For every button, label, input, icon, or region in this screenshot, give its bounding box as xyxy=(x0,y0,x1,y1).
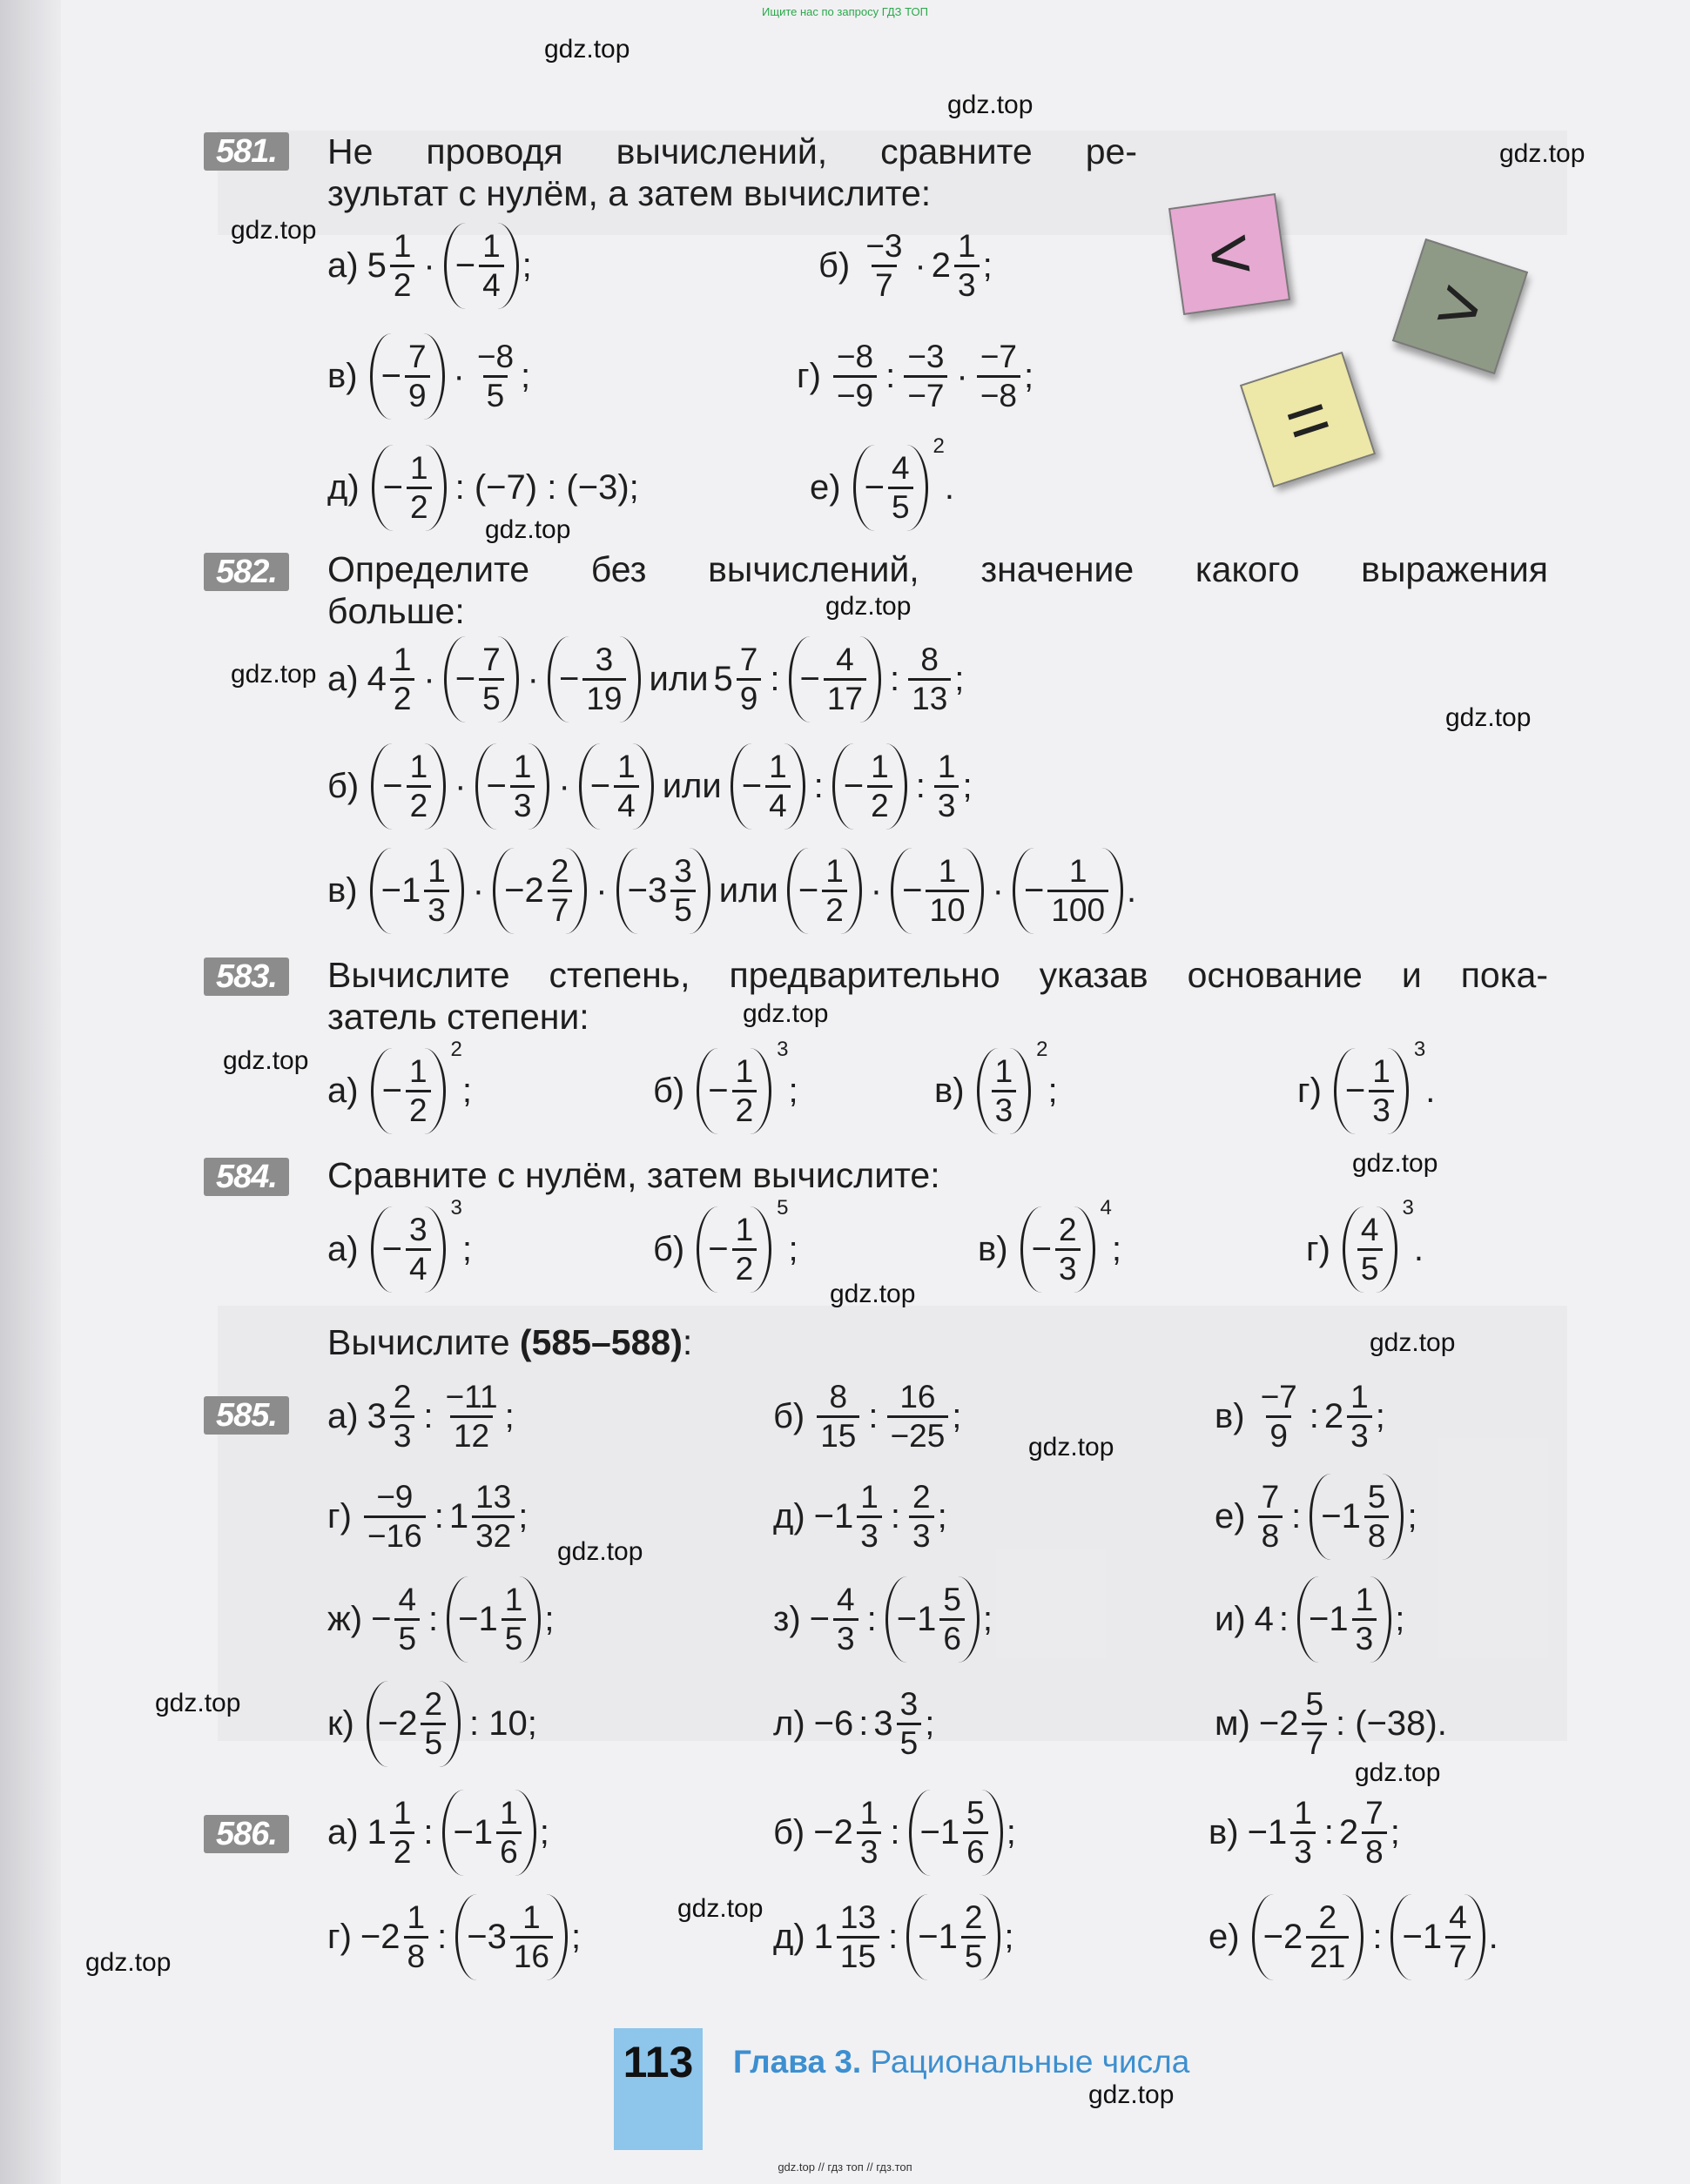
section-heading: Вычислите (585–588): xyxy=(327,1322,693,1362)
watermark: gdz.top xyxy=(825,592,912,621)
problem-585-i: и) 4 : −1 $\frac{1}{3}$ ; xyxy=(1215,1562,1404,1676)
problem-585-l: л) −6 : 3 $\frac{3}{5}$ ; xyxy=(773,1685,935,1761)
problem-584-a: а) − $\frac{3}{4}$ 3 ; xyxy=(327,1193,472,1306)
equal-card: = xyxy=(1240,352,1376,487)
bottom-banner[interactable]: gdz.top // гдз топ // гдз.топ xyxy=(778,2160,912,2174)
problem-number-585: 585. xyxy=(204,1396,289,1435)
watermark: gdz.top xyxy=(830,1280,916,1308)
problem-585-zh: ж) − $\frac{4}{5}$ : −1 $\frac{1}{5}$ ; xyxy=(327,1562,554,1676)
problem-584-b: б) − $\frac{1}{2}$ 5 ; xyxy=(653,1193,798,1306)
problem-584-text: Сравните с нулём, затем вычислите: xyxy=(327,1155,940,1195)
problem-582-b: б) − $\frac{1}{2}$ · − $\frac{1}{3}$ · − $\frac{1}{4}$ или − $\frac{1}{4}$ : − $\frac{1}{2}$ : $\frac{1}{3}$ ; xyxy=(327,729,973,843)
problem-581-d: д) − $\frac{1}{2}$ : (−7) : (−3); xyxy=(327,431,644,544)
chapter-title: Глава 3. Рациональные числа xyxy=(733,2044,1190,2080)
problem-585-k: к) −2 $\frac{2}{5}$ : 10; xyxy=(327,1667,542,1780)
problem-586-v: в) −1 $\frac{1}{3}$ : 2 $\frac{7}{8}$ ; xyxy=(1209,1794,1400,1870)
problem-586-g: г) −2 $\frac{1}{8}$ : −3 $\frac{1}{16}$ ; xyxy=(327,1880,581,1993)
problem-586-a: а) 1 $\frac{1}{2}$ : −1 $\frac{1}{6}$ ; xyxy=(327,1776,549,1889)
page-number: 113 xyxy=(623,2038,694,2087)
problem-number-582: 582. xyxy=(204,553,289,591)
watermark: gdz.top xyxy=(1355,1758,1441,1787)
watermark: gdz.top xyxy=(544,35,630,64)
problem-number-581: 581. xyxy=(204,132,289,171)
problem-583-a: а) − $\frac{1}{2}$ 2 ; xyxy=(327,1034,472,1147)
problem-585-m: м) −2 $\frac{5}{7}$ : (−38). xyxy=(1215,1685,1447,1761)
problem-583-v: в) $\frac{1}{3}$ 2 ; xyxy=(934,1034,1058,1147)
watermark: gdz.top xyxy=(231,216,317,245)
watermark: gdz.top xyxy=(557,1537,643,1566)
top-banner[interactable]: Ищите нас по запросу ГДЗ ТОП xyxy=(762,5,928,18)
watermark: gdz.top xyxy=(155,1689,241,1717)
problem-582-v: в) −1 $\frac{1}{3}$ · −2 $\frac{2}{7}$ · −3 $\frac{3}{5}$ или − $\frac{1}{2}$ · − $\frac{1}{10}$ · − $\frac{1}{100}$ . xyxy=(327,834,1136,947)
problem-584-g: г) $\frac{4}{5}$ 3 . xyxy=(1306,1193,1424,1306)
problem-586-e: е) −2 $\frac{2}{21}$ : −1 $\frac{4}{7}$ . xyxy=(1209,1880,1498,1993)
problem-582-a: а) 4 $\frac{1}{2}$ · − $\frac{7}{5}$ · − $\frac{3}{19}$ или 5 $\frac{7}{9}$ : − $\frac{4}{17}$ : $\frac{8}{13}$ ; xyxy=(327,622,964,736)
watermark: gdz.top xyxy=(1370,1328,1456,1357)
watermark: gdz.top xyxy=(485,515,571,544)
problem-586-d: д) 1 $\frac{13}{15}$ : −1 $\frac{2}{5}$ ; xyxy=(773,1880,1014,1993)
watermark: gdz.top xyxy=(1445,703,1532,732)
watermark: gdz.top xyxy=(1088,2080,1175,2109)
problem-585-z: з) − $\frac{4}{3}$ : −1 $\frac{5}{6}$ ; xyxy=(773,1562,993,1676)
problem-number-586: 586. xyxy=(204,1815,289,1853)
watermark: gdz.top xyxy=(677,1894,764,1923)
less-than-card: < xyxy=(1168,193,1290,315)
problem-581-e: е) − $\frac{4}{5}$ 2 . xyxy=(810,431,954,544)
watermark: gdz.top xyxy=(743,999,829,1028)
problem-581-b: б) $\frac{-3}{7}$ · 2 $\frac{1}{3}$ ; xyxy=(818,227,993,303)
greater-than-card: > xyxy=(1392,239,1528,374)
problem-581-a: а) 5 $\frac{1}{2}$ · − $\frac{1}{4}$ ; xyxy=(327,209,532,322)
watermark: gdz.top xyxy=(1028,1433,1114,1462)
problem-581-text: Не проводя вычислений, сравните ре- зультат с нулём, а затем вычислите: xyxy=(327,131,1137,213)
problem-585-e: е) $\frac{7}{8}$ : −1 $\frac{5}{8}$ ; xyxy=(1215,1460,1417,1573)
watermark: gdz.top xyxy=(1499,139,1586,168)
problem-583-g: г) − $\frac{1}{3}$ 3 . xyxy=(1297,1034,1435,1147)
problem-584-v: в) − $\frac{2}{3}$ 4 ; xyxy=(978,1193,1121,1306)
problem-585-g: г) $\frac{-9}{-16}$ : 1 $\frac{13}{32}$ ; xyxy=(327,1478,529,1554)
problem-585-v: в) $\frac{-7}{9}$ : 2 $\frac{1}{3}$ ; xyxy=(1215,1378,1385,1454)
problem-581-v: в) − $\frac{7}{9}$ · $\frac{-8}{5}$ ; xyxy=(327,319,530,433)
watermark: gdz.top xyxy=(1352,1149,1438,1178)
watermark: gdz.top xyxy=(947,91,1034,119)
problem-581-g: г) $\frac{-8}{-9}$ : $\frac{-3}{-7}$ · $\frac{-7}{-8}$ ; xyxy=(797,338,1034,413)
problem-585-a: а) 3 $\frac{2}{3}$ : $\frac{-11}{12}$ ; xyxy=(327,1378,515,1454)
problem-583-b: б) − $\frac{1}{2}$ 3 ; xyxy=(653,1034,798,1147)
problem-582-text: Определите без вычислений, значение какого выражения больше: xyxy=(327,549,1548,631)
watermark: gdz.top xyxy=(85,1948,172,1977)
watermark: gdz.top xyxy=(231,660,317,689)
problem-583-text: Вычислите степень, предварительно указав основание и пока- затель степени: xyxy=(327,955,1548,1037)
problem-585-d: д) −1 $\frac{1}{3}$ : $\frac{2}{3}$ ; xyxy=(773,1478,947,1554)
problem-number-583: 583. xyxy=(204,958,289,996)
watermark: gdz.top xyxy=(223,1046,309,1075)
problem-number-584: 584. xyxy=(204,1158,289,1196)
page-spine-shadow xyxy=(0,0,61,2184)
problem-585-b: б) $\frac{8}{15}$ : $\frac{16}{-25}$ ; xyxy=(773,1378,962,1454)
problem-586-b: б) −2 $\frac{1}{3}$ : −1 $\frac{5}{6}$ ; xyxy=(773,1776,1016,1889)
